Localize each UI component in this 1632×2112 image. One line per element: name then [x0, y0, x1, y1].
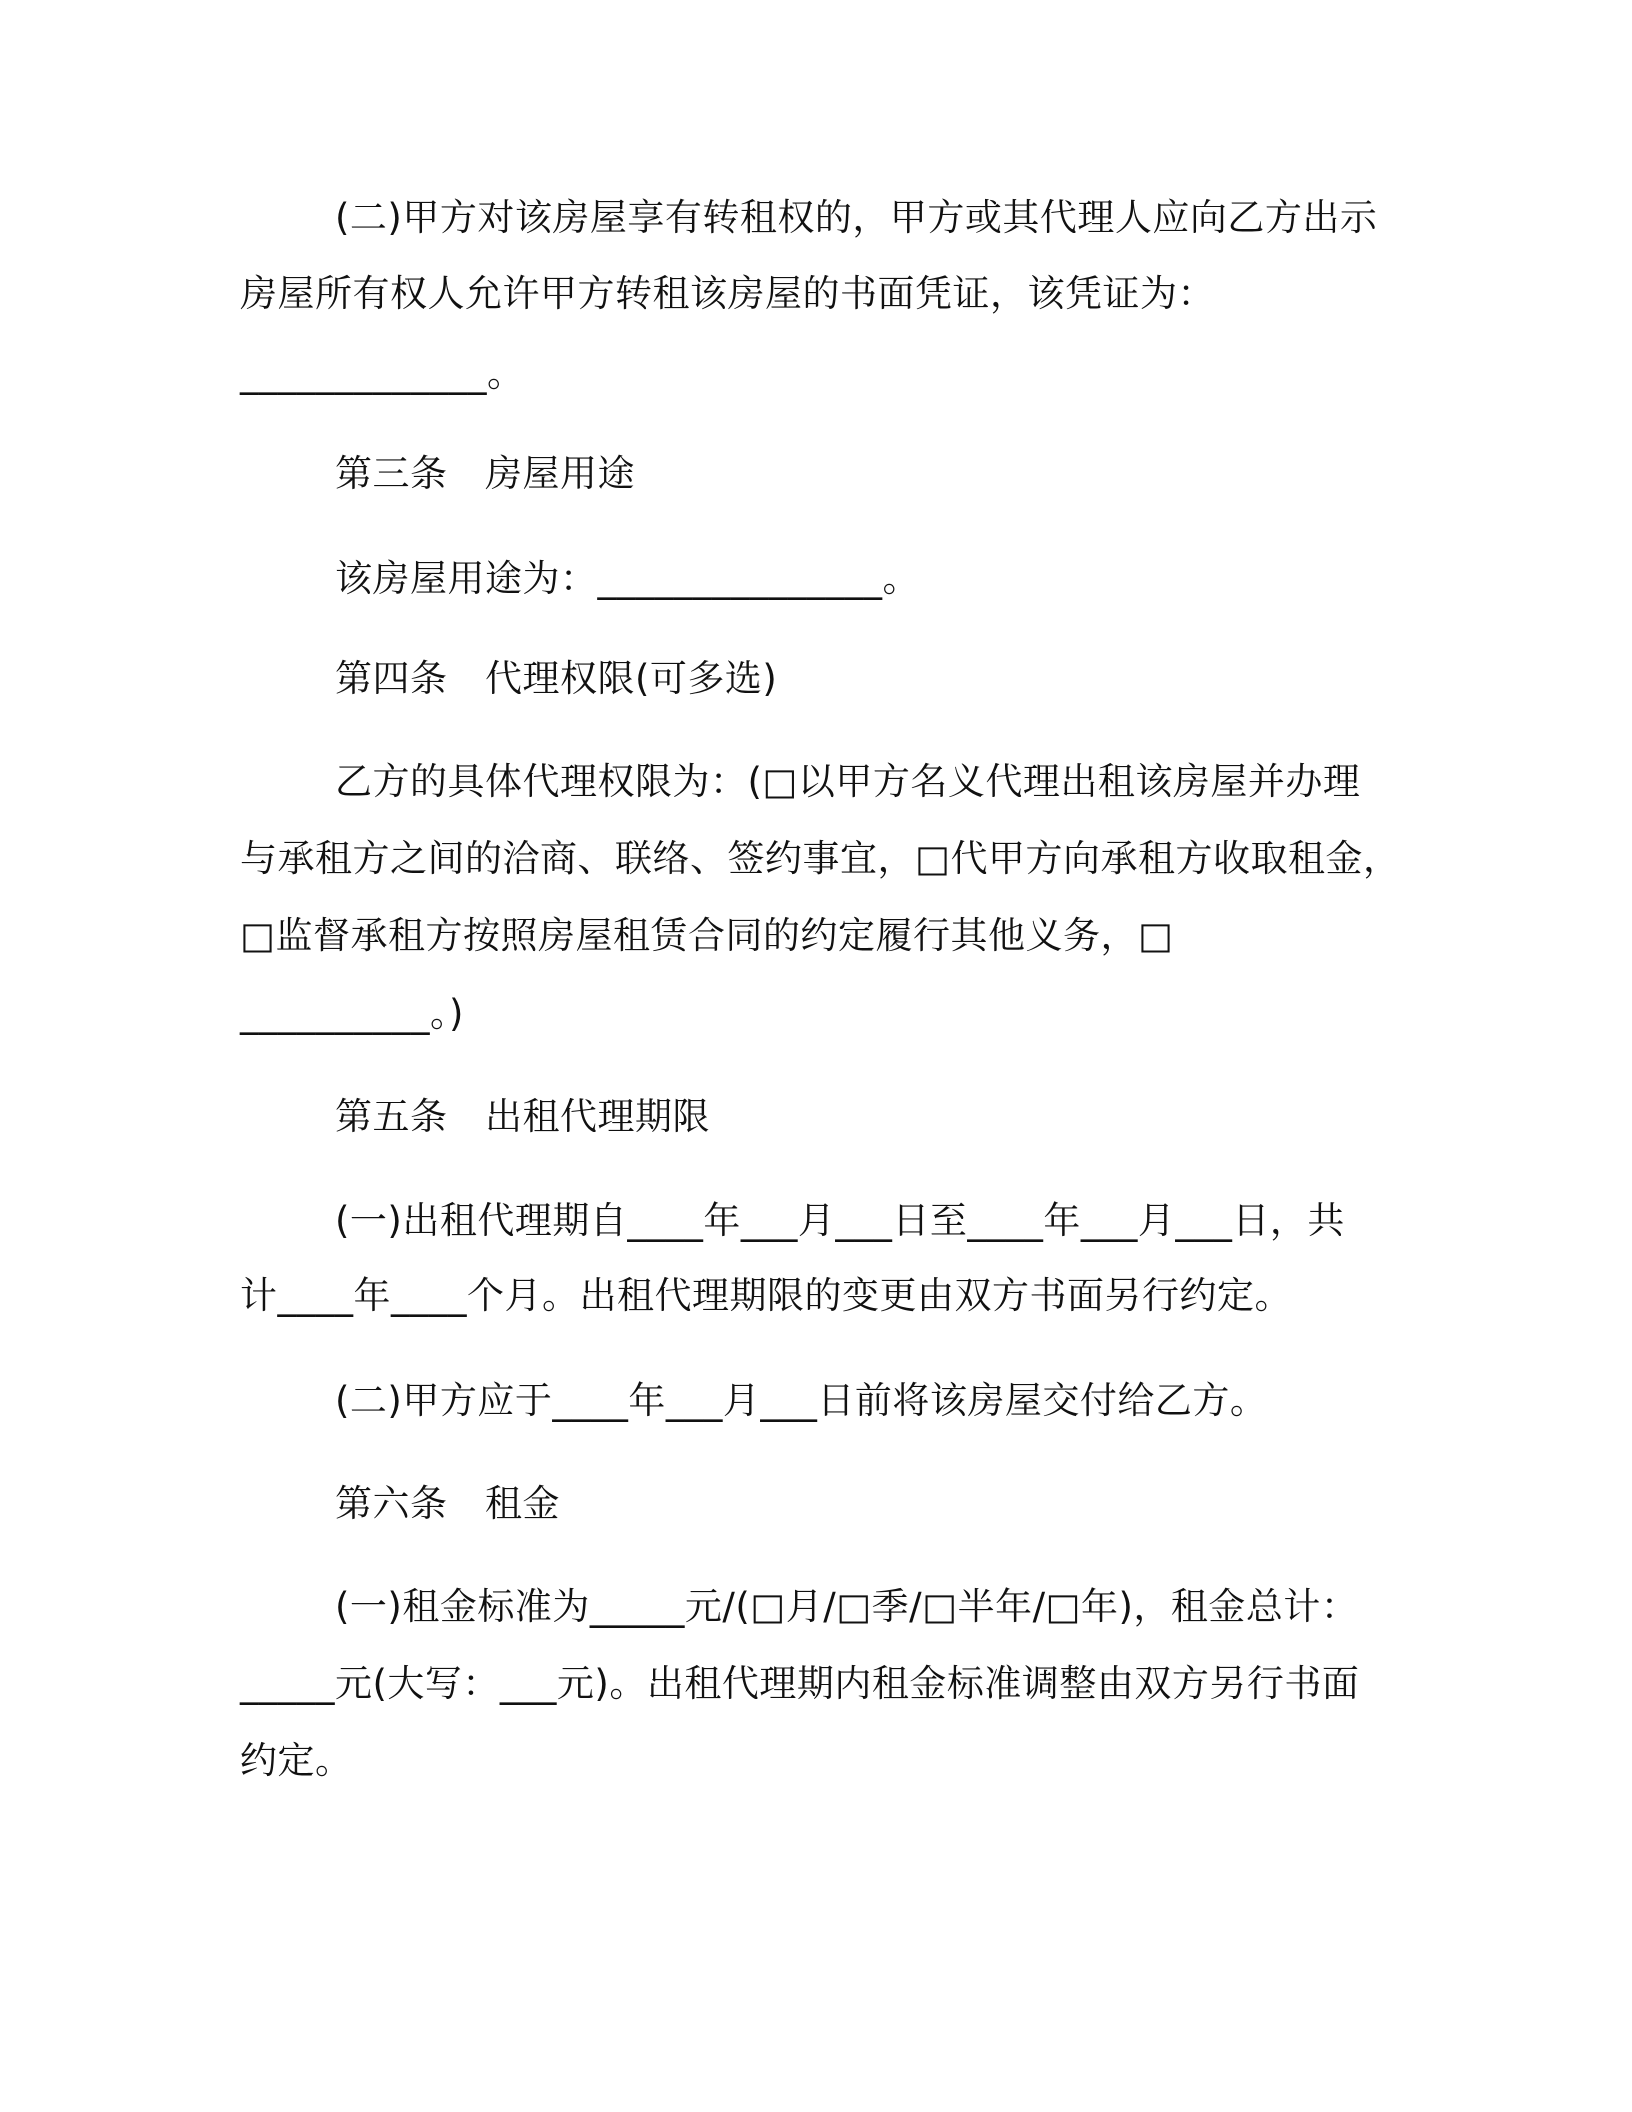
paragraph-rent-line-1: (一)租金标准为_____元/(□月/□季/□半年/□年)，租金总计： — [335, 1585, 1359, 1628]
paragraph-agency-period-line-1: (一)出租代理期自____年___月___日至____年___月___日，共 — [335, 1199, 1345, 1242]
paragraph-agency-scope-line-1: 乙方的具体代理权限为：(□以甲方名义代理出租该房屋并办理 — [335, 760, 1361, 803]
paragraph-rent-line-2: _____元(大写：___元)。出租代理期内租金标准调整由双方另行书面 — [240, 1662, 1360, 1705]
article-6-heading: 第六条 租金 — [335, 1482, 560, 1525]
paragraph-agency-period-line-2: 计____年____个月。出租代理期限的变更由双方书面另行约定。 — [240, 1274, 1292, 1317]
paragraph-agency-scope-line-4: __________。) — [240, 992, 464, 1035]
paragraph-sublet-right-line-3: _____________。 — [240, 352, 525, 395]
article-5-heading: 第五条 出租代理期限 — [335, 1095, 710, 1138]
article-4-heading: 第四条 代理权限(可多选) — [335, 657, 778, 700]
paragraph-sublet-right-line-1: (二)甲方对该房屋享有转租权的，甲方或其代理人应向乙方出示 — [335, 196, 1378, 239]
paragraph-agency-scope-line-3: □监督承租方按照房屋租赁合同的约定履行其他义务，□ — [240, 914, 1174, 957]
paragraph-sublet-right-line-2: 房屋所有权人允许甲方转租该房屋的书面凭证，该凭证为： — [240, 272, 1215, 315]
paragraph-agency-scope-line-2: 与承租方之间的洽商、联络、签约事宜，□代甲方向承租方收取租金， — [240, 837, 1401, 880]
paragraph-delivery-date: (二)甲方应于____年___月___日前将该房屋交付给乙方。 — [335, 1379, 1268, 1422]
paragraph-house-use: 该房屋用途为：_______________。 — [335, 557, 920, 600]
paragraph-rent-line-3: 约定。 — [240, 1739, 353, 1782]
article-3-heading: 第三条 房屋用途 — [335, 452, 635, 495]
